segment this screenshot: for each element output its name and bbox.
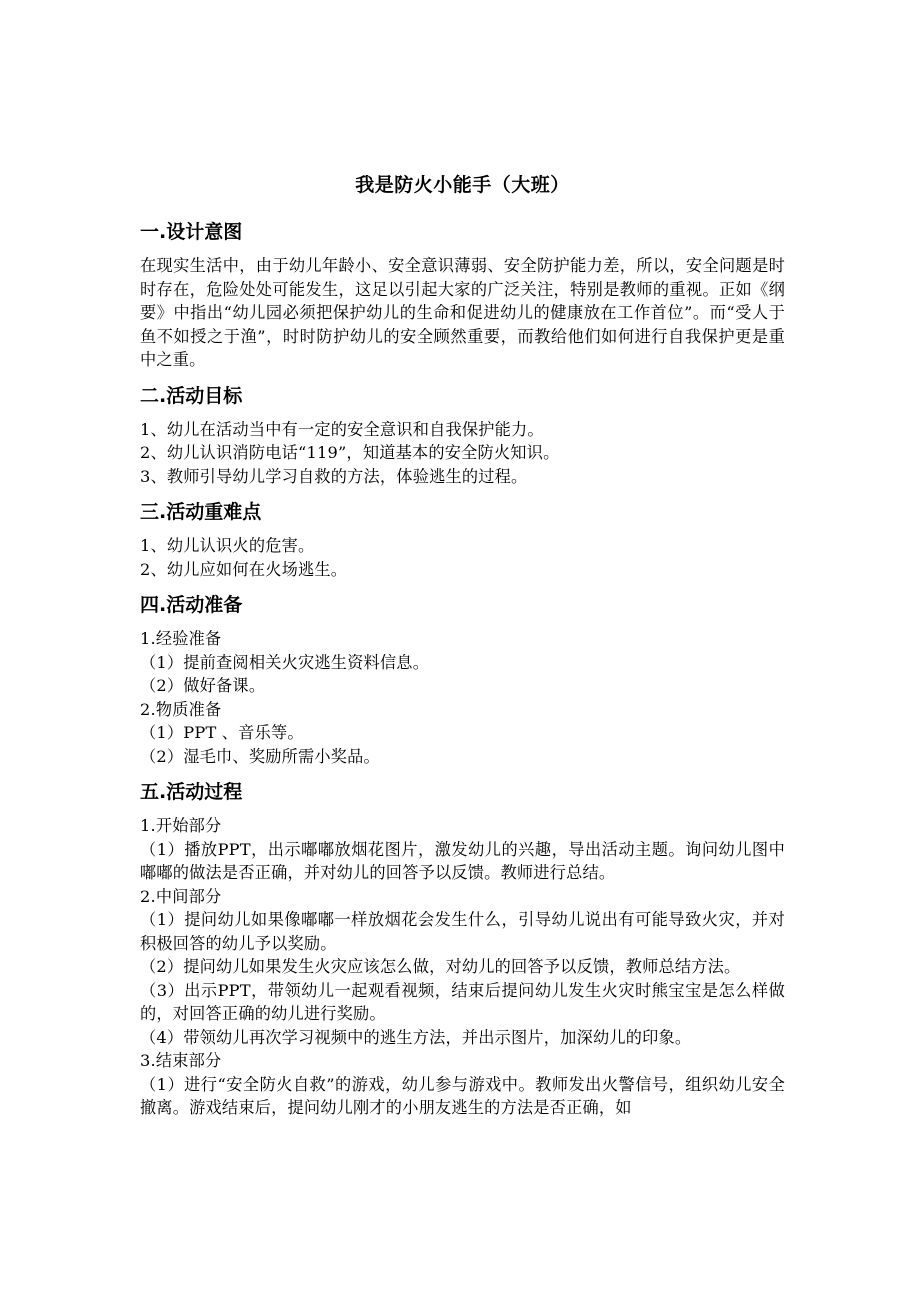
section-activity-process — [140, 778, 785, 1120]
prep-item: 2.物质准备 — [140, 699, 222, 719]
goal-item: 2、幼儿认识消防电话“119”，知道基本的安全防火知识。 — [140, 443, 560, 462]
section-activity-goals — [140, 382, 785, 489]
process-item: 1.开始部分 — [140, 816, 222, 835]
section-preparation — [140, 591, 785, 768]
section-heading: 三.活动重难点 — [140, 501, 262, 523]
goal-item: 3、教师引导幼儿学习自救的方法，体验逃生的过程。 — [140, 466, 528, 486]
prep-item: （2）做好备课。 — [140, 676, 266, 695]
difficulty-item: 2、幼儿应如何在火场逃生。 — [140, 559, 348, 579]
goal-item: 1、幼儿在活动当中有一定的安全意识和自我保护能力。 — [140, 419, 544, 439]
process-item: 3.结束部分 — [140, 1051, 222, 1070]
section-key-difficulties — [140, 498, 785, 581]
section-design-intent — [140, 218, 785, 372]
process-item: 2.中间部分 — [140, 886, 222, 906]
process-item: （1）进行“安全防火自救”的游戏，幼儿参与游戏中。教师发出火警信号，组织幼儿安全撤离。游戏结束后，提问幼儿刚才的小朋友逃生的方法是否正确，如 — [140, 1074, 785, 1117]
section-heading: 一.设计意图 — [140, 221, 243, 243]
document-content — [140, 170, 785, 1120]
section-paragraph: 在现实生活中，由于幼儿年龄小、安全意识薄弱、安全防护能力差，所以，安全问题是时时存在，危险处处可能发生，这足以引起大家的广泛关注，特别是教师的重视。正如《纲要》中指出“幼儿园必须把保护幼儿的生命和促进幼儿的健康放在工作首位”。而“受人于鱼不如授之于渔”，时时防护幼儿的安全顾然重要，而教给他们如何进行自我保护更是重中之重。 — [140, 256, 785, 369]
section-heading: 五.活动过程 — [140, 781, 243, 803]
section-heading: 二.活动目标 — [140, 384, 243, 407]
process-item: （3）出示PPT，带领幼儿一起观看视频，结束后提问幼儿发生火灾时熊宝宝是怎么样做的，对回答正确的幼儿进行奖励。 — [140, 980, 785, 1023]
section-heading: 四.活动准备 — [140, 594, 243, 616]
process-item: （4）带领幼儿再次学习视频中的逃生方法，并出示图片，加深幼儿的印象。 — [140, 1027, 692, 1047]
prep-item: （2）湿毛巾、奖励所需小奖品。 — [140, 746, 380, 766]
prep-item: （1）提前查阅相关火灾逃生资料信息。 — [140, 652, 430, 672]
difficulty-item: 1、幼儿认识火的危害。 — [140, 536, 315, 555]
process-item: （1）播放PPT，出示嘟嘟放烟花图片，激发幼儿的兴趣，导出活动主题。询问幼儿图中嘟嘟的做法是否正确，并对幼儿的回答予以反馈。教师进行总结。 — [140, 839, 785, 882]
prep-item: （1）PPT 、音乐等。 — [140, 723, 304, 742]
process-item: （2）提问幼儿如果发生火灾应该怎么做，对幼儿的回答予以反馈，教师总结方法。 — [140, 957, 741, 976]
process-item: （1）提问幼儿如果像嘟嘟一样放烟花会发生什么，引导幼儿说出有可能导致火灾，并对积极回答的幼儿予以奖励。 — [140, 910, 785, 953]
document-title: 我是防火小能手（大班） — [355, 174, 570, 196]
prep-item: 1.经验准备 — [140, 629, 222, 648]
